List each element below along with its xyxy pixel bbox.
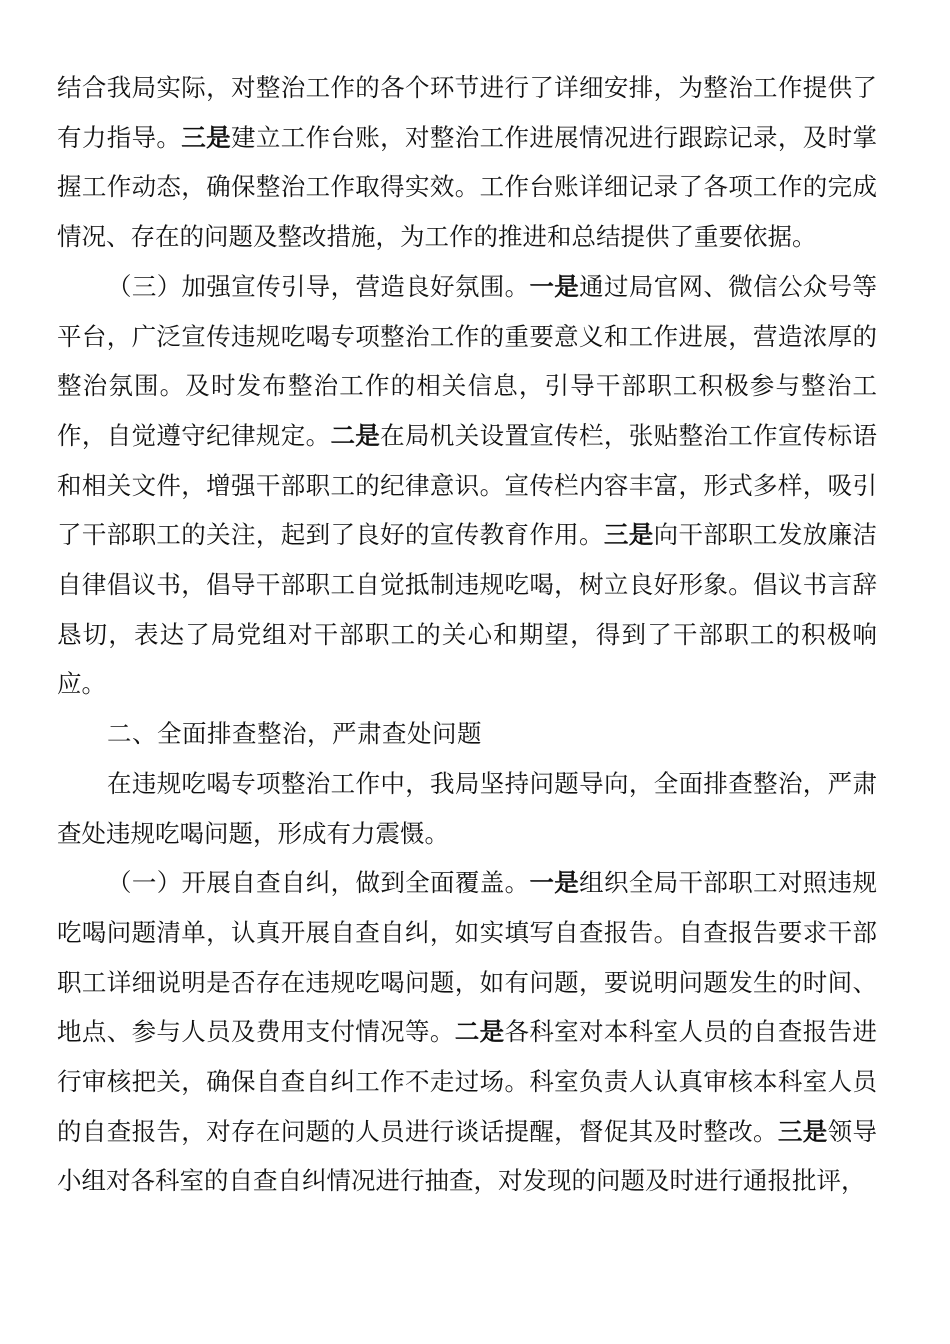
section-subheading: （三）加强宣传引导，营造良好氛围。: [107, 271, 530, 301]
paragraph-text: 通过局官网、微信公众号等平台，广泛宣传违规吃喝专项整治工作的重要意义和工作进展，营造浓厚的整治氛围。及时发布整治工作的相关信息，引导干部职工积极参与整治工作，自觉遵守纪律规定。: [57, 271, 878, 450]
bold-marker-sanshi: 三是: [777, 1116, 828, 1146]
paragraph-self-inspection: [57, 858, 877, 1206]
paragraph-text: 在局机关设置宣传栏，张贴整治工作宣传标语和相关文件，增强干部职工的纪律意识。宣传栏内容丰富，形式多样，吸引了干部职工的关注，起到了良好的宣传教育作用。: [57, 420, 877, 550]
paragraph-intro: 在违规吃喝专项整治工作中，我局坚持问题导向，全面排查整治，严肃查处违规吃喝问题，形成有力震慑。: [57, 768, 877, 848]
section-subheading: （一）开展自查自纠，做到全面覆盖。: [107, 868, 530, 898]
bold-marker-ershi: 二是: [454, 1017, 505, 1047]
bold-marker-yishi: 一是: [529, 868, 580, 898]
paragraph-text: 向干部职工发放廉洁自律倡议书，倡导干部职工自觉抵制违规吃喝，树立良好形象。倡议书言辞恳切，表达了局党组对干部职工的关心和期望，得到了干部职工的积极响应。: [57, 520, 877, 699]
bold-marker-sanshi: 三是: [603, 520, 654, 550]
bold-marker-yishi: 一是: [529, 271, 580, 301]
paragraph-continued: [57, 63, 877, 262]
paragraph-text: 结合我局实际，对整治工作的各个环节进行了详细安排，为整治工作提供了有力指导。: [57, 73, 877, 152]
bold-marker-sanshi: 三是: [181, 122, 232, 152]
paragraph-text: 建立工作台账，对整治工作进展情况进行跟踪记录，及时掌握工作动态，确保整治工作取得实效。工作台账详细记录了各项工作的完成情况、存在的问题及整改措施，为工作的推进和总结提供了重要依据。: [57, 122, 877, 252]
paragraph-text: 领导小组对各科室的自查自纠情况进行抽查，对发现的问题及时进行通报批评，: [57, 1116, 877, 1196]
bold-marker-ershi: 二是: [330, 420, 381, 450]
paragraph-text: 各科室对本科室人员的自查报告进行审核把关，确保自查自纠工作不走过场。科室负责人认真审核本科室人员的自查报告，对存在问题的人员进行谈话提醒，督促其及时整改。: [57, 1017, 877, 1146]
section-heading: 二、全面排查整治，严肃查处问题: [107, 719, 482, 749]
paragraph-publicity: [57, 262, 877, 709]
document-page: [57, 63, 877, 1206]
paragraph-text: 组织全局干部职工对照违规吃喝问题清单，认真开展自查自纠，如实填写自查报告。自查报告要求干部职工详细说明是否存在违规吃喝问题，如有问题，要说明问题发生的时间、地点、参与人员及费用支付情况等。: [57, 868, 878, 1047]
